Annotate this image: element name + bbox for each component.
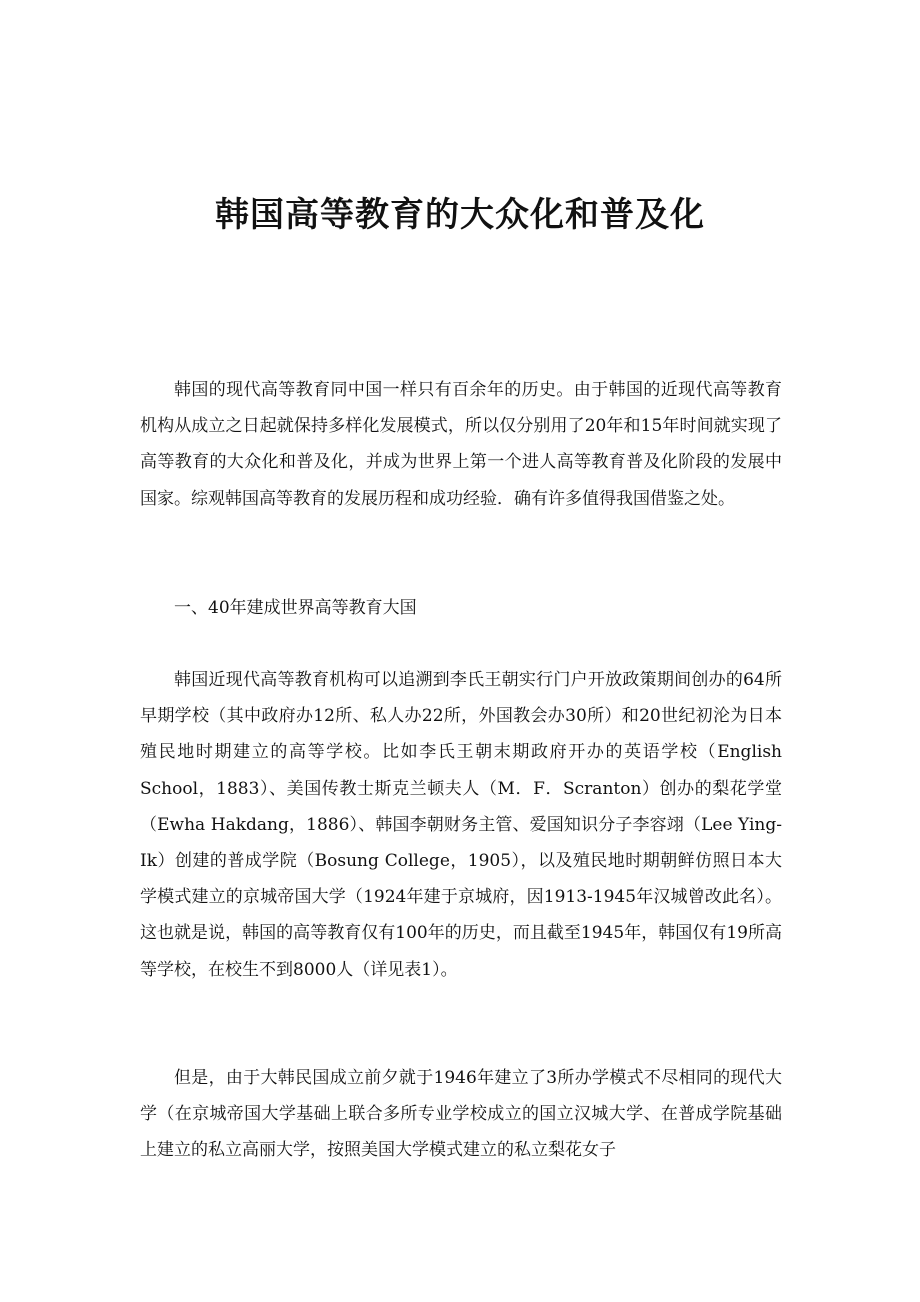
paragraph-text: 但是，由于大韩民国成立前夕就于1946年建立了3所办学模式不尽相同的现代大学（在京城帝国大学基础上联合多所专业学校成立的国立汉城大学、在普成学院基础上建立的私立高丽大学，按照美国大学模式建立的私立梨花女子 <box>140 1068 782 1161</box>
paragraph-text: 韩国的现代高等教育同中国一样只有百余年的历史。由于韩国的近现代高等教育机构从成立之日起就保持多样化发展模式，所以仅分别用了20年和15年时间就实现了高等教育的大众化和普及化，并成为世界上第一个进人高等教育普及化阶段的发展中国家。综观韩国高等教育的发展历程和成功经验．确有许多值得我国借鉴之处。 <box>140 380 782 509</box>
paragraph-intro <box>140 372 782 517</box>
paragraph-text: 韩国近现代高等教育机构可以追溯到李氏王朝实行门户开放政策期间创办的64所早期学校（其中政府办12所、私人办22所，外国教会办30所）和20世纪初沦为日本殖民地时期建立的高等学校。比如李氏王朝末期政府开办的英语学校（English School，1883）、美国传教士斯克兰顿夫人（M．F．Scranton）创办的梨花学堂（Ewha Hakdang，1886）、韩国李朝财务主管、爱国知识分子李容翊（Lee Ying-Ik）创建的普成学院（Bosung College，1905），以及殖民地时期朝鲜仿照日本大学模式建立的京城帝国大学（1924年建于京城府，因1913-1945年汉城曾改此名）。这也就是说，韩国的高等教育仅有100年的历史，而且截至1945年，韩国仅有19所高等学校，在校生不到8000人（详见表1）。 <box>140 670 782 980</box>
paragraph-postwar <box>140 1060 782 1169</box>
document-title: 韩国高等教育的大众化和普及化 <box>215 195 705 235</box>
section-heading-text: 一、40年建成世界高等教育大国 <box>174 598 417 618</box>
paragraph-history <box>140 662 782 988</box>
section-heading <box>140 590 782 626</box>
